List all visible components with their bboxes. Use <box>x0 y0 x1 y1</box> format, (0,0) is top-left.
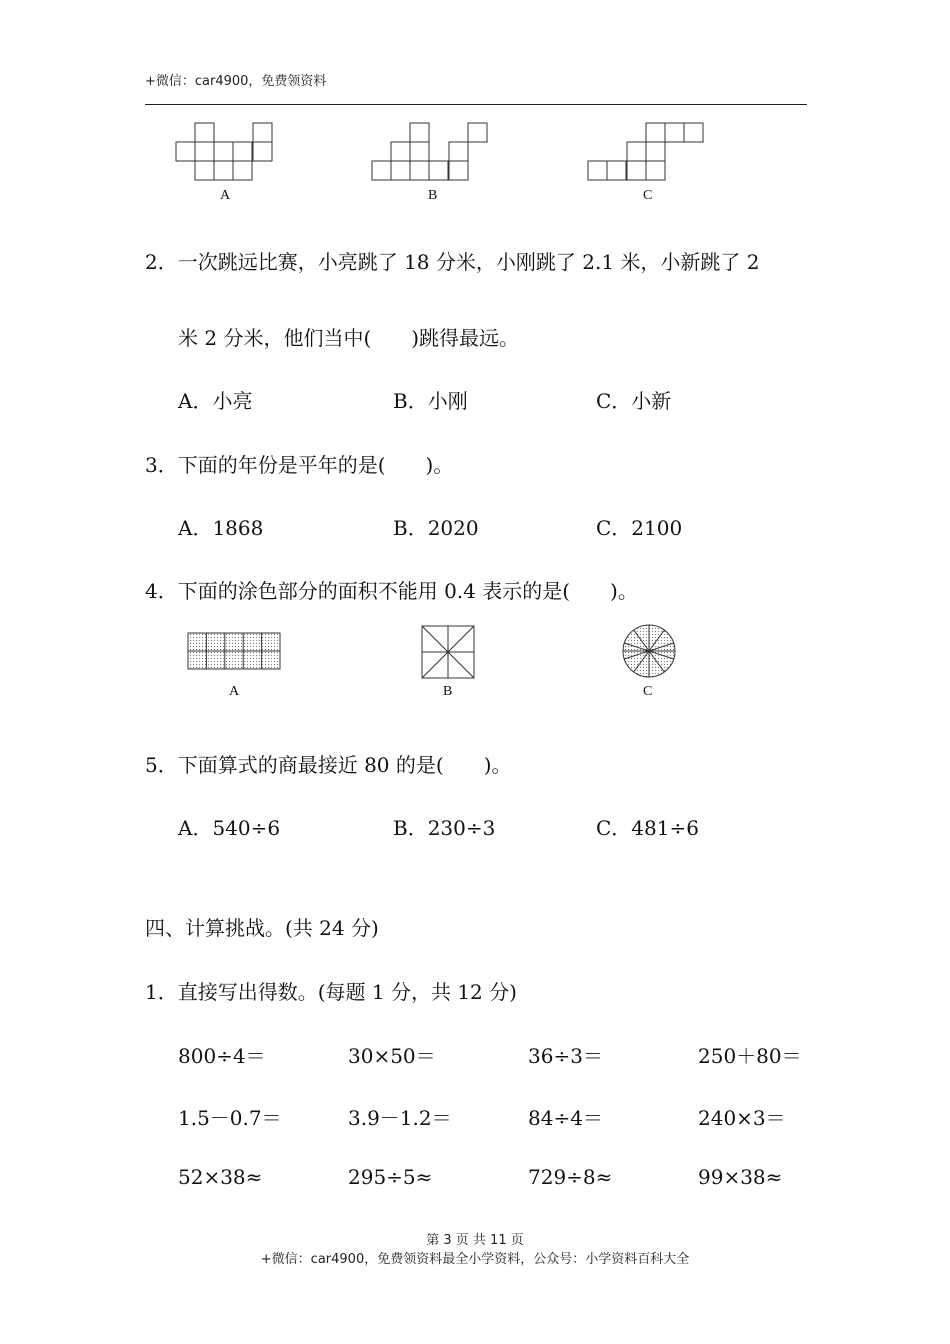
q2-line1: 2．一次跳远比赛，小亮跳了 18 分米，小刚跳了 2.1 米，小新跳了 2 <box>145 250 760 274</box>
calc-r3-c3: 729÷8≈ <box>528 1165 613 1189</box>
calc-r1-c1: 800÷4＝ <box>178 1044 266 1068</box>
calc-r1-c3: 36÷3＝ <box>528 1044 603 1068</box>
q2-option-a: A．小亮 <box>178 389 253 413</box>
q3-option-c: C．2100 <box>596 516 683 540</box>
calc-r2-c1: 1.5－0.7＝ <box>178 1106 282 1130</box>
s4q1-text: 1．直接写出得数。(每题 1 分，共 12 分) <box>145 980 517 1004</box>
q5-option-c: C．481÷6 <box>596 816 699 840</box>
q4-label-c: C <box>643 684 653 699</box>
calc-r3-c1: 52×38≈ <box>178 1165 263 1189</box>
calc-r2-c3: 84÷4＝ <box>528 1106 603 1130</box>
footer-page-number: 第 3 页 共 11 页 <box>426 1233 524 1248</box>
calc-r3-c2: 295÷5≈ <box>348 1165 433 1189</box>
q2-option-b: B．小刚 <box>393 389 468 413</box>
q4-text: 4．下面的涂色部分的面积不能用 0.4 表示的是( )。 <box>145 579 638 603</box>
calc-r1-c2: 30×50＝ <box>348 1044 436 1068</box>
calc-r2-c4: 240×3＝ <box>698 1106 786 1130</box>
net-label-b: B <box>428 188 438 203</box>
q2-option-c: C．小新 <box>596 389 672 413</box>
calc-r1-c4: 250＋80＝ <box>698 1044 802 1068</box>
net-label-a: A <box>220 188 231 203</box>
header-text: +微信：car4900，免费领资料 <box>145 74 327 89</box>
q5-option-b: B．230÷3 <box>393 816 496 840</box>
q2-line2: 米 2 分米，他们当中( )跳得最远。 <box>178 326 520 350</box>
q3-option-b: B．2020 <box>393 516 479 540</box>
q3-text: 3．下面的年份是平年的是( )。 <box>145 453 454 477</box>
q4-label-b: B <box>443 684 453 699</box>
q5-option-a: A．540÷6 <box>178 816 281 840</box>
calc-r3-c4: 99×38≈ <box>698 1165 783 1189</box>
calc-r2-c2: 3.9－1.2＝ <box>348 1106 452 1130</box>
q5-text: 5．下面算式的商最接近 80 的是( )。 <box>145 753 512 777</box>
q3-option-a: A．1868 <box>178 516 264 540</box>
footer-note: +微信：car4900，免费领资料最全小学资料，公众号：小学资料百科大全 <box>260 1252 690 1267</box>
net-label-c: C <box>643 188 653 203</box>
section4-title: 四、计算挑战。(共 24 分) <box>145 916 379 940</box>
q4-label-a: A <box>229 684 240 699</box>
